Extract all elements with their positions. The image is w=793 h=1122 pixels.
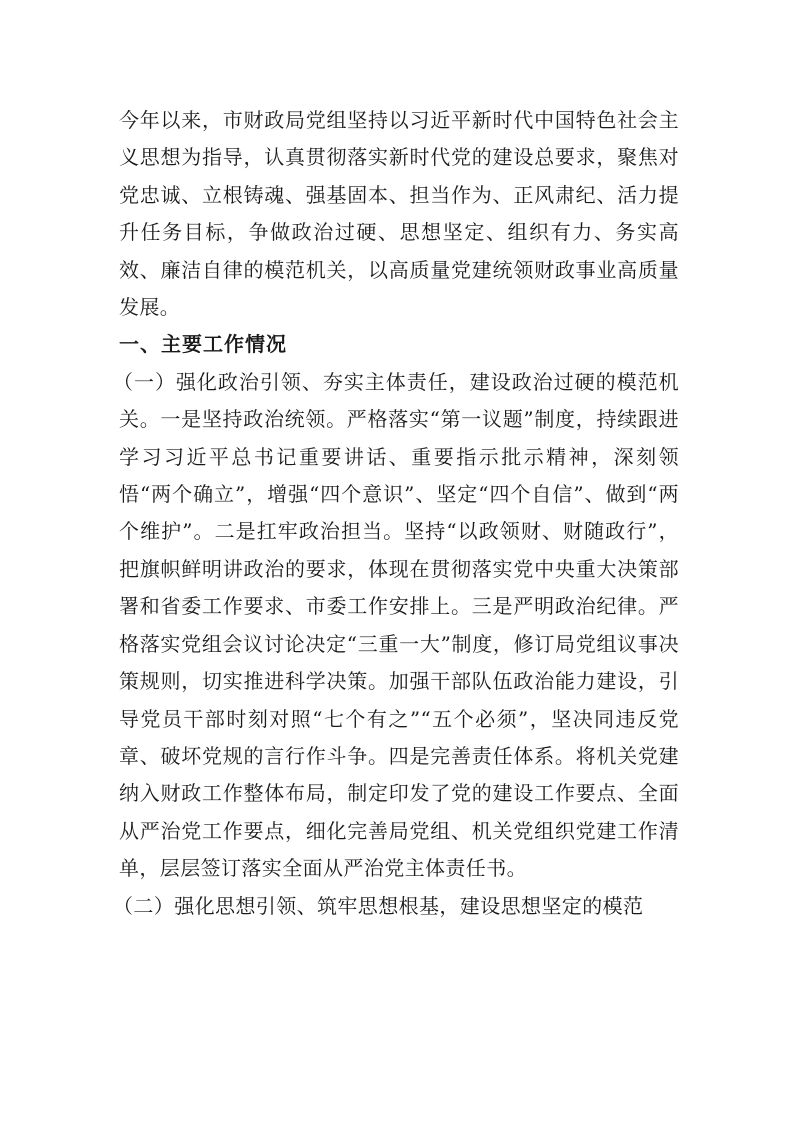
section-2-paragraph: （二）强化思想引领、筑牢思想根基，建设思想坚定的模范	[113, 893, 644, 918]
document-body	[113, 102, 679, 925]
section-1-paragraph: （一）强化政治引领、夯实主体责任，建设政治过硬的模范机关。一是坚持政治统领。严格落实“第一议题”制度，持续跟进学习习近平总书记重要讲话、重要指示批示精神，深刻领悟“两个确立”，增强“四个意识”、坚定“四个自信”、做到“两个维护”。二是扛牢政治担当。坚持“以政领财、财随政行”，把旗帜鲜明讲政治的要求，体现在贯彻落实党中央重大决策部署和省委工作要求、市委工作安排上。三是严明政治纪律。严格落实党组会议讨论决定“三重一大”制度，修订局党组议事决策规则，切实推进科学决策。加强干部队伍政治能力建设，引导党员干部时刻对照“七个有之”“五个必须”，坚决同违反党章、破坏党规的言行作斗争。四是完善责任体系。将机关党建纳入财政工作整体布局，制定印发了党的建设工作要点、全面从严治党工作要点，细化完善局党组、机关党组织党建工作清单，层层签订落实全面从严治党主体责任书。	[113, 369, 679, 881]
section-heading: 一、主要工作情况	[119, 332, 287, 357]
intro-paragraph: 今年以来，市财政局党组坚持以习近平新时代中国特色社会主义思想为指导，认真贯彻落实新时代党的建设总要求，聚焦对党忠诚、立根铸魂、强基固本、担当作为、正风肃纪、活力提升任务目标，争做政治过硬、思想坚定、组织有力、务实高效、廉洁自律的模范机关，以高质量党建统领财政事业高质量发展。	[119, 108, 679, 320]
